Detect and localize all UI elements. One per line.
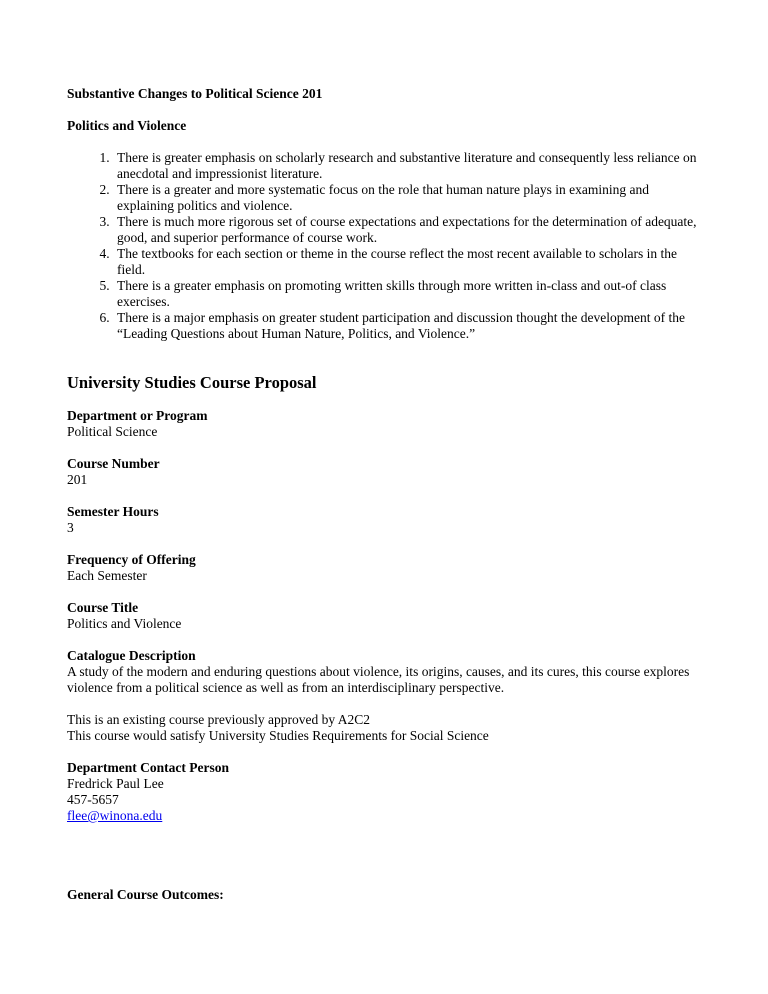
field-frequency — [67, 552, 701, 584]
substantive-changes-list — [67, 150, 701, 342]
note-satisfy-requirements: This course would satisfy University Studies Requirements for Social Science — [67, 728, 489, 743]
document-subtitle: Politics and Violence — [67, 118, 187, 133]
contact-label: Department Contact Person — [67, 760, 229, 775]
field-semester-hours — [67, 504, 701, 536]
change-item: 3. There is much more rigorous set of course expectations and expectations for the determination of adequate, good, and superior performance of course work. — [113, 214, 701, 246]
contact-name: Fredrick Paul Lee — [67, 776, 164, 791]
change-item: 2. There is a greater and more systematic focus on the role that human nature plays in examining and explaining politics and violence. — [113, 182, 701, 214]
field-value: Politics and Violence — [67, 616, 182, 631]
field-label: Frequency of Offering — [67, 552, 196, 567]
field-label: Course Title — [67, 600, 139, 615]
outcomes-heading: General Course Outcomes: — [67, 887, 224, 902]
course-notes — [67, 712, 701, 744]
change-item: 6. There is a major emphasis on greater student participation and discussion thought the development of the “Leading Questions about Human Nature, Politics, and Violence.” — [113, 310, 701, 342]
field-label: Department or Program — [67, 408, 208, 423]
field-value: Political Science — [67, 424, 158, 439]
catalogue-description — [67, 648, 701, 696]
contact-phone: 457-5657 — [67, 792, 119, 807]
change-item: 5. There is a greater emphasis on promoting written skills through more written in-class and out-of class exercises. — [113, 278, 701, 310]
document-title: Substantive Changes to Political Science 201 — [67, 86, 323, 101]
department-contact — [67, 760, 701, 824]
change-item: 4. The textbooks for each section or theme in the course reflect the most recent available to scholars in the field. — [113, 246, 701, 278]
field-value: 201 — [67, 472, 88, 487]
field-value: 3 — [67, 520, 74, 535]
field-course-title — [67, 600, 701, 632]
field-course-number — [67, 456, 701, 488]
proposal-heading: University Studies Course Proposal — [67, 373, 317, 392]
change-item: 1. There is greater emphasis on scholarly research and substantive literature and consequently less reliance on anecdotal and impressionist literature. — [113, 150, 701, 182]
contact-email-link[interactable]: flee@winona.edu — [67, 808, 163, 823]
field-label: Semester Hours — [67, 504, 159, 519]
field-label: Course Number — [67, 456, 160, 471]
note-existing-course: This is an existing course previously approved by A2C2 — [67, 712, 370, 727]
field-department — [67, 408, 701, 440]
field-value: Each Semester — [67, 568, 147, 583]
catalogue-text: A study of the modern and enduring questions about violence, its origins, causes, and its cures, this course explores violence from a political science as well as from an interdisciplinary perspective. — [67, 664, 690, 695]
catalogue-label: Catalogue Description — [67, 648, 196, 663]
